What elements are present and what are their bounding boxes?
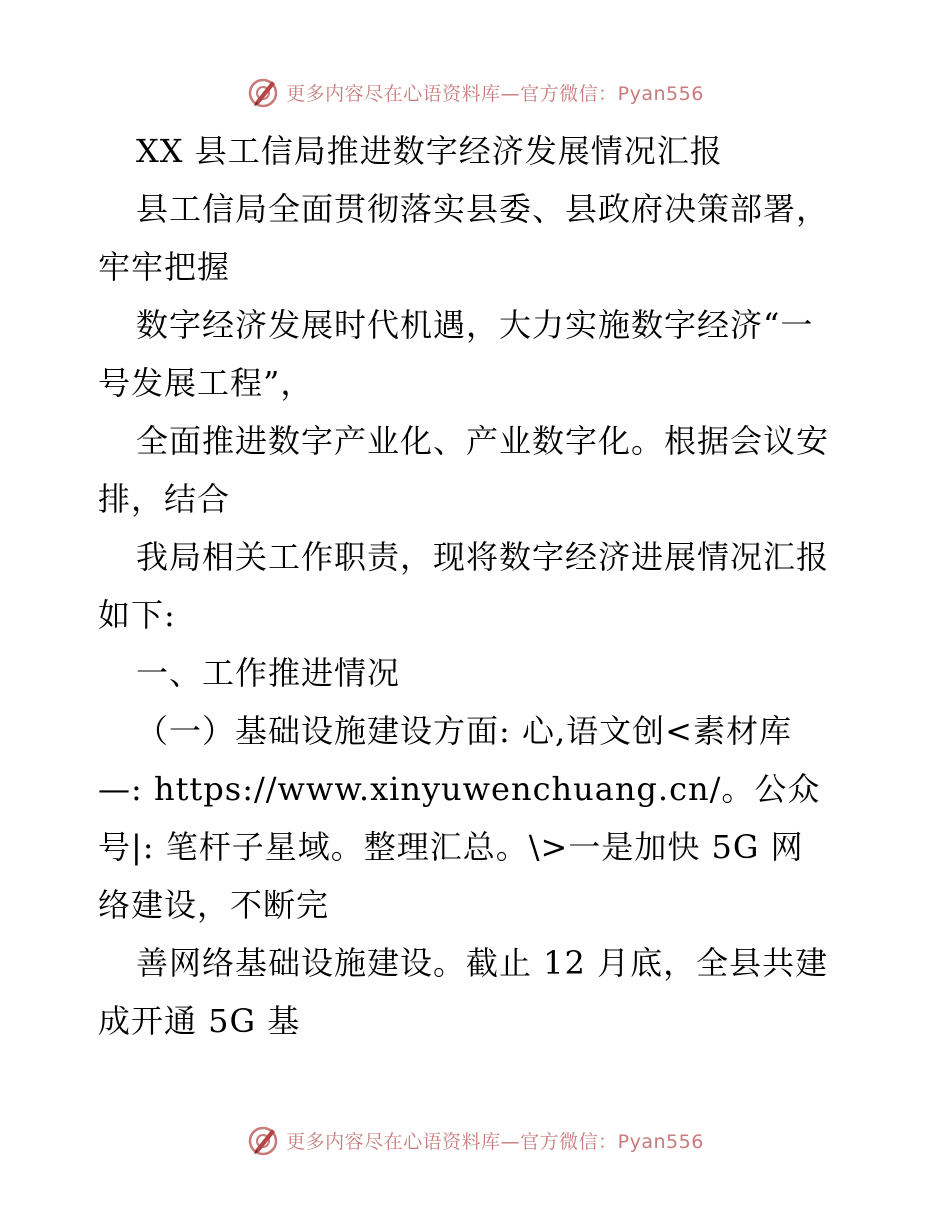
paragraph-line: 我局相关工作职责，现将数字经济进展情况汇报	[136, 538, 830, 576]
paragraph-line: 善网络基础设施建设。截止 12 月底，全县共建	[136, 944, 829, 982]
pen-logo-icon	[246, 75, 280, 109]
paragraph-line: 排，结合	[98, 480, 231, 518]
document-body	[98, 122, 858, 1050]
footer-banner-text: 更多内容尽在心语资料库—官方微信：Pyan556	[286, 1130, 704, 1153]
header-banner	[0, 72, 950, 112]
paragraph-line: 号|: 笔杆子星域。整理汇总。\>一是加快 5G 网	[98, 828, 804, 866]
paragraph-line: 络建设，不断完	[98, 886, 330, 924]
header-banner-text: 更多内容尽在心语资料库—官方微信：Pyan556	[286, 82, 704, 105]
document-title: XX 县工信局推进数字经济发展情况汇报	[136, 132, 723, 170]
subsection-heading: （一）基础设施建设方面: 心,语文创<素材库	[136, 712, 792, 750]
section-heading: 一、工作推进情况	[136, 654, 401, 692]
paragraph-line: 全面推进数字产业化、产业数字化。根据会议安	[136, 422, 830, 460]
paragraph-line: 数字经济发展时代机遇，大力实施数字经济“一	[136, 306, 814, 344]
paragraph-line: 县工信局全面贯彻落实县委、县政府决策部署，	[136, 190, 830, 228]
paragraph-line: 号发展工程”，	[98, 364, 314, 402]
paragraph-line: 如下:	[98, 596, 176, 634]
pen-logo-icon	[246, 1123, 280, 1157]
footer-banner	[0, 1120, 950, 1160]
paragraph-line: 牢牢把握	[98, 248, 231, 286]
paragraph-line: 成开通 5G 基	[98, 1002, 301, 1040]
paragraph-line: —: https://www.xinyuwenchuang.cn/。公众	[98, 770, 821, 808]
